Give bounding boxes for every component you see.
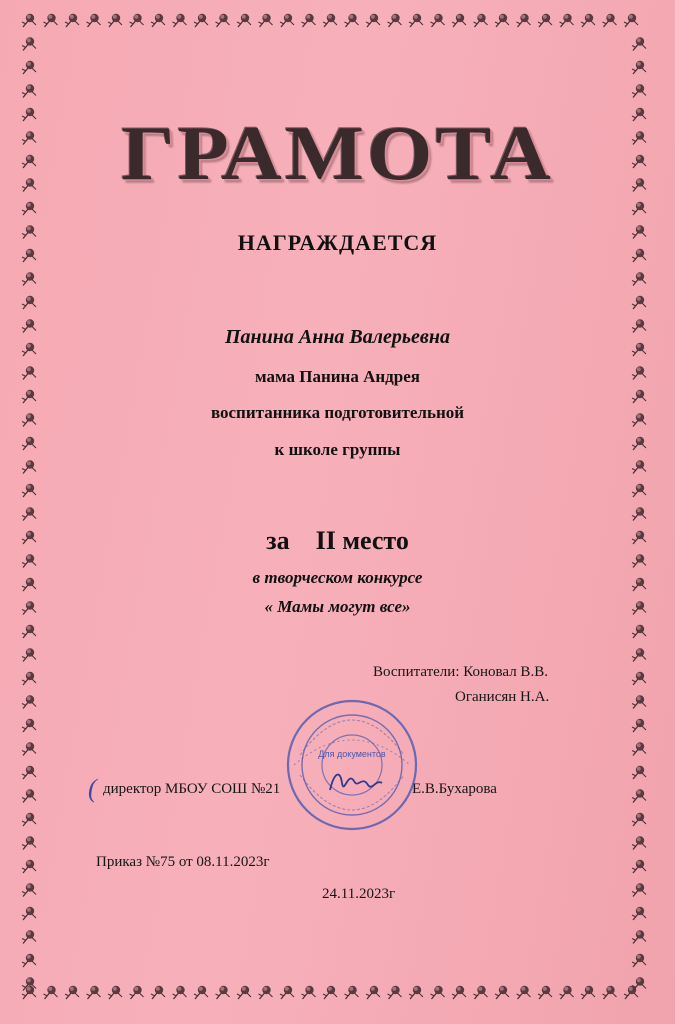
award-heading: НАГРАЖДАЕТСЯ (237, 230, 438, 255)
border-rose-icon (22, 202, 36, 215)
border-rose-icon (495, 14, 509, 27)
border-rose-icon (603, 986, 617, 999)
border-rose-icon (538, 14, 552, 27)
border-rose-icon (366, 986, 380, 999)
border-rose-icon (345, 14, 359, 27)
border-rose-icon (632, 390, 646, 403)
border-rose-icon (632, 836, 646, 849)
border-rose-icon (632, 789, 646, 802)
border-rose-icon (22, 648, 36, 661)
director-label: директор МБОУ СОШ №21 (103, 781, 281, 797)
border-rose-icon (22, 507, 36, 520)
border-rose-icon (603, 14, 617, 27)
border-rose-icon (237, 14, 251, 27)
recipient-name: Панина Анна Валерьевна (225, 326, 450, 348)
border-rose-icon (22, 460, 36, 473)
border-rose-icon (632, 202, 646, 215)
border-rose-icon (409, 14, 423, 27)
border-rose-icon (194, 986, 208, 999)
border-rose-icon (22, 484, 36, 497)
border-rose-icon (151, 986, 165, 999)
border-rose-icon (65, 986, 79, 999)
border-rose-icon (22, 719, 36, 732)
border-rose-icon (345, 986, 359, 999)
border-rose-icon (22, 813, 36, 826)
border-rose-icon (280, 986, 294, 999)
border-rose-icon (87, 986, 101, 999)
border-rose-icon (22, 37, 36, 50)
border-rose-icon (632, 554, 646, 567)
border-rose-icon (22, 625, 36, 638)
border-rose-icon (22, 986, 36, 999)
educator-second: Оганисян Н.А. (455, 689, 550, 705)
recipient-line-2: воспитанника подготовительной (210, 403, 465, 422)
border-rose-icon (237, 986, 251, 999)
border-rose-icon (22, 390, 36, 403)
border-rose-icon (581, 14, 595, 27)
border-rose-icon (173, 986, 187, 999)
place-prefix: за (266, 526, 290, 555)
border-rose-icon (22, 296, 36, 309)
border-rose-icon (366, 14, 380, 27)
border-rose-icon (632, 695, 646, 708)
border-rose-icon (22, 61, 36, 74)
border-rose-icon (22, 907, 36, 920)
border-rose-icon (632, 766, 646, 779)
border-rose-icon (44, 986, 58, 999)
contest-name: « Мамы могут все» (264, 597, 411, 616)
border-rose-icon (632, 296, 646, 309)
border-rose-icon (323, 14, 337, 27)
border-rose-icon (632, 484, 646, 497)
border-rose-icon (632, 883, 646, 896)
border-rose-icon (632, 860, 646, 873)
border-rose-icon (431, 986, 445, 999)
border-rose-icon (280, 14, 294, 27)
award-place (0, 526, 675, 556)
border-rose-icon (632, 272, 646, 285)
educators-label: Воспитатели: Коновал В.В. (373, 664, 548, 680)
order-reference: Приказ №75 от 08.11.2023г (96, 854, 270, 870)
border-rose-icon (452, 986, 466, 999)
border-rose-icon (22, 883, 36, 896)
signature (330, 775, 382, 790)
border-rose-icon (22, 789, 36, 802)
border-rose-icon (22, 836, 36, 849)
border-rose-icon (151, 14, 165, 27)
border-rose-icon (632, 977, 646, 990)
border-rose-icon (388, 14, 402, 27)
director-name: Е.В.Бухарова (412, 781, 497, 797)
border-rose-icon (259, 14, 273, 27)
issue-date: 24.11.2023г (322, 886, 396, 902)
border-rose-icon (632, 84, 646, 97)
border-rose-icon (108, 14, 122, 27)
border-rose-icon (194, 14, 208, 27)
border-rose-icon (409, 986, 423, 999)
handwritten-mark: ( (88, 774, 97, 803)
border-rose-icon (452, 14, 466, 27)
border-rose-icon (474, 986, 488, 999)
border-rose-icon (216, 986, 230, 999)
border-rose-icon (87, 14, 101, 27)
border-rose-icon (632, 648, 646, 661)
border-rose-icon (560, 986, 574, 999)
border-rose-icon (22, 14, 36, 27)
border-rose-icon (517, 14, 531, 27)
border-rose-icon (22, 554, 36, 567)
border-rose-icon (560, 14, 574, 27)
place-value: II место (315, 526, 409, 555)
border-rose-icon (632, 507, 646, 520)
recipient-line-3: к школе группы (274, 440, 401, 459)
border-rose-icon (22, 930, 36, 943)
border-rose-icon (632, 61, 646, 74)
border-rose-icon (632, 719, 646, 732)
border-rose-icon (22, 766, 36, 779)
border-rose-icon (22, 954, 36, 967)
border-rose-icon (632, 625, 646, 638)
border-rose-icon (22, 272, 36, 285)
border-rose-icon (22, 860, 36, 873)
certificate-title: ГРАМОТА (121, 110, 554, 197)
border-rose-icon (22, 742, 36, 755)
border-rose-icon (517, 986, 531, 999)
border-rose-icon (632, 672, 646, 685)
border-rose-icon (632, 37, 646, 50)
border-rose-icon (632, 813, 646, 826)
border-rose-icon (44, 14, 58, 27)
border-rose-icon (632, 907, 646, 920)
border-rose-icon (173, 14, 187, 27)
border-rose-icon (22, 84, 36, 97)
border-rose-icon (216, 14, 230, 27)
border-rose-icon (431, 14, 445, 27)
official-stamp (282, 695, 422, 835)
recipient-line-1: мама Панина Андрея (255, 367, 420, 386)
border-rose-icon (302, 986, 316, 999)
border-rose-icon (65, 14, 79, 27)
border-rose-icon (632, 930, 646, 943)
border-rose-icon (130, 986, 144, 999)
border-rose-icon (495, 986, 509, 999)
border-rose-icon (632, 954, 646, 967)
border-rose-icon (624, 14, 638, 27)
border-rose-icon (581, 986, 595, 999)
border-rose-icon (302, 14, 316, 27)
border-rose-icon (22, 672, 36, 685)
border-rose-icon (632, 742, 646, 755)
contest-line: в творческом конкурсе (252, 568, 423, 587)
border-rose-icon (632, 460, 646, 473)
border-rose-icon (388, 986, 402, 999)
border-rose-icon (474, 14, 488, 27)
border-rose-icon (130, 14, 144, 27)
border-rose-icon (259, 986, 273, 999)
border-rose-icon (323, 986, 337, 999)
stamp-center-text: Для документов (318, 749, 386, 759)
border-rose-icon (108, 986, 122, 999)
border-rose-icon (22, 695, 36, 708)
border-rose-icon (538, 986, 552, 999)
